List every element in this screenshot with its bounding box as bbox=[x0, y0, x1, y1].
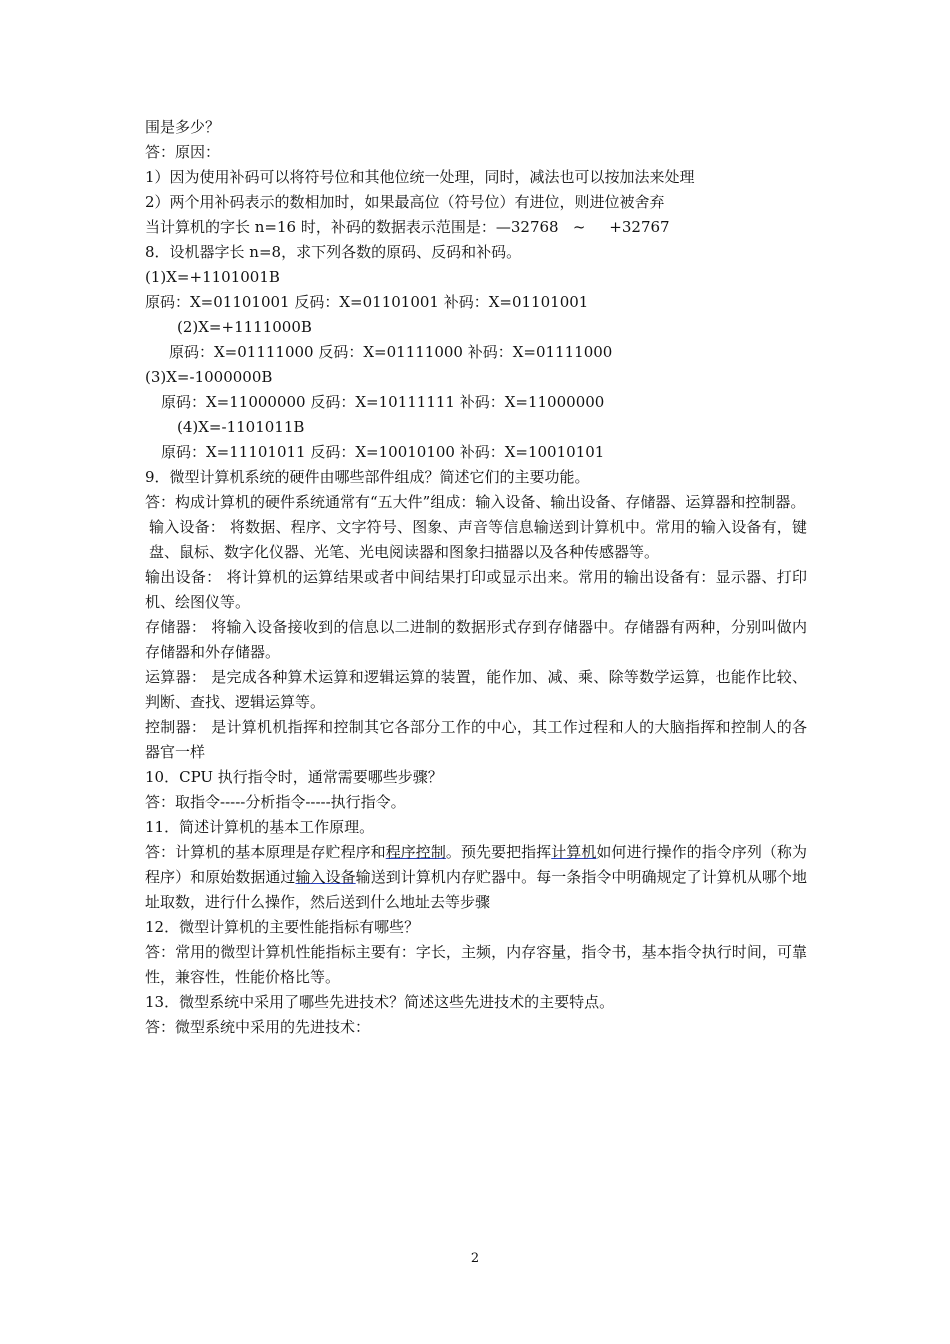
text-span: 如何进行操作的指令序列（称为程序）和原始数据通过 bbox=[145, 843, 807, 886]
paragraph: 控制器： 是计算机机指挥和控制其它各部分工作的中心，其工作过程和人的大脑指挥和控制人的各器官一样 bbox=[145, 718, 807, 761]
link-computer[interactable]: 计算机 bbox=[551, 843, 597, 861]
link-program-control[interactable]: 程序控制 bbox=[385, 843, 446, 861]
text-line: (3)X=-1000000B bbox=[145, 368, 273, 386]
document-body bbox=[145, 115, 807, 1040]
paragraph: 答：构成计算机的硬件系统通常有“五大件”组成：输入设备、输出设备、存储器、运算器和控制器。 bbox=[145, 493, 806, 511]
paragraph: 答：常用的微型计算机性能指标主要有：字长，主频，内存容量，指令书，基本指令执行时间，可靠性，兼容性，性能价格比等。 bbox=[145, 943, 807, 986]
page-number: 2 bbox=[470, 1251, 480, 1266]
text-line: 原码：X=01101001 反码：X=01101001 补码：X=01101001 bbox=[145, 293, 589, 311]
paragraph: 存储器： 将输入设备接收到的信息以二进制的数据形式存到存储器中。存储器有两种，分别叫做内存储器和外存储器。 bbox=[145, 618, 807, 661]
text-line: 原码：X=11000000 反码：X=10111111 补码：X=11000000 bbox=[161, 393, 605, 411]
text-line: 原码：X=11101011 反码：X=10010100 补码：X=10010101 bbox=[161, 443, 605, 461]
paragraph: 运算器： 是完成各种算术运算和逻辑运算的装置，能作加、减、乘、除等数学运算，也能作比较、判断、查找、逻辑运算等。 bbox=[145, 668, 807, 711]
text-line: 答：原因： bbox=[145, 143, 221, 161]
question-heading: 13．微型系统中采用了哪些先进技术？简述这些先进技术的主要特点。 bbox=[145, 993, 615, 1011]
link-input-device[interactable]: 输入设备 bbox=[295, 868, 356, 886]
question-heading: 9．微型计算机系统的硬件由哪些部件组成？简述它们的主要功能。 bbox=[145, 468, 590, 486]
text-span: 。预先要把指挥 bbox=[445, 843, 552, 861]
text-span: 输送到计算机内存贮器中。每一条指令中明确规定了计算机从哪个地址取数，进行什么操作，然后送到什么地址去等步骤 bbox=[145, 868, 807, 911]
paragraph: 输入设备： 将数据、程序、文字符号、图象、声音等信息输送到计算机中。常用的输入设备有，键盘、鼠标、数字化仪器、光笔、光电阅读器和图象扫描器以及各种传感器等。 bbox=[149, 518, 807, 561]
text-line: 答：取指令-----分析指令-----执行指令。 bbox=[145, 793, 406, 811]
question-heading: 11．简述计算机的基本工作原理。 bbox=[145, 818, 375, 836]
text-line: (2)X=+1111000B bbox=[177, 318, 312, 336]
text-span: 答：计算机的基本原理是存贮程序和 bbox=[145, 843, 386, 861]
question-heading: 10．CPU 执行指令时，通常需要哪些步骤？ bbox=[145, 768, 443, 786]
text-line: 当计算机的字长 n=16 时，补码的数据表示范围是：—32768 ~ +32767 bbox=[145, 218, 670, 236]
question-heading: 8．设机器字长 n=8，求下列各数的原码、反码和补码。 bbox=[145, 243, 522, 261]
text-line: 原码：X=01111000 反码：X=01111000 补码：X=01111000 bbox=[169, 343, 613, 361]
text-line: 答：微型系统中采用的先进技术： bbox=[145, 1018, 371, 1036]
text-line: 1）因为使用补码可以将符号位和其他位统一处理，同时，减法也可以按加法来处理 bbox=[145, 168, 695, 186]
paragraph-answer-11 bbox=[145, 840, 807, 915]
text-line: (4)X=-1101011B bbox=[177, 418, 305, 436]
paragraph: 输出设备： 将计算机的运算结果或者中间结果打印或显示出来。常用的输出设备有：显示器、打印机、绘图仪等。 bbox=[145, 568, 807, 611]
text-line: (1)X=+1101001B bbox=[145, 268, 280, 286]
text-line: 2）两个用补码表示的数相加时，如果最高位（符号位）有进位，则进位被舍弃 bbox=[145, 193, 665, 211]
question-heading: 12．微型计算机的主要性能指标有哪些？ bbox=[145, 918, 420, 936]
text-line: 围是多少？ bbox=[145, 118, 221, 136]
